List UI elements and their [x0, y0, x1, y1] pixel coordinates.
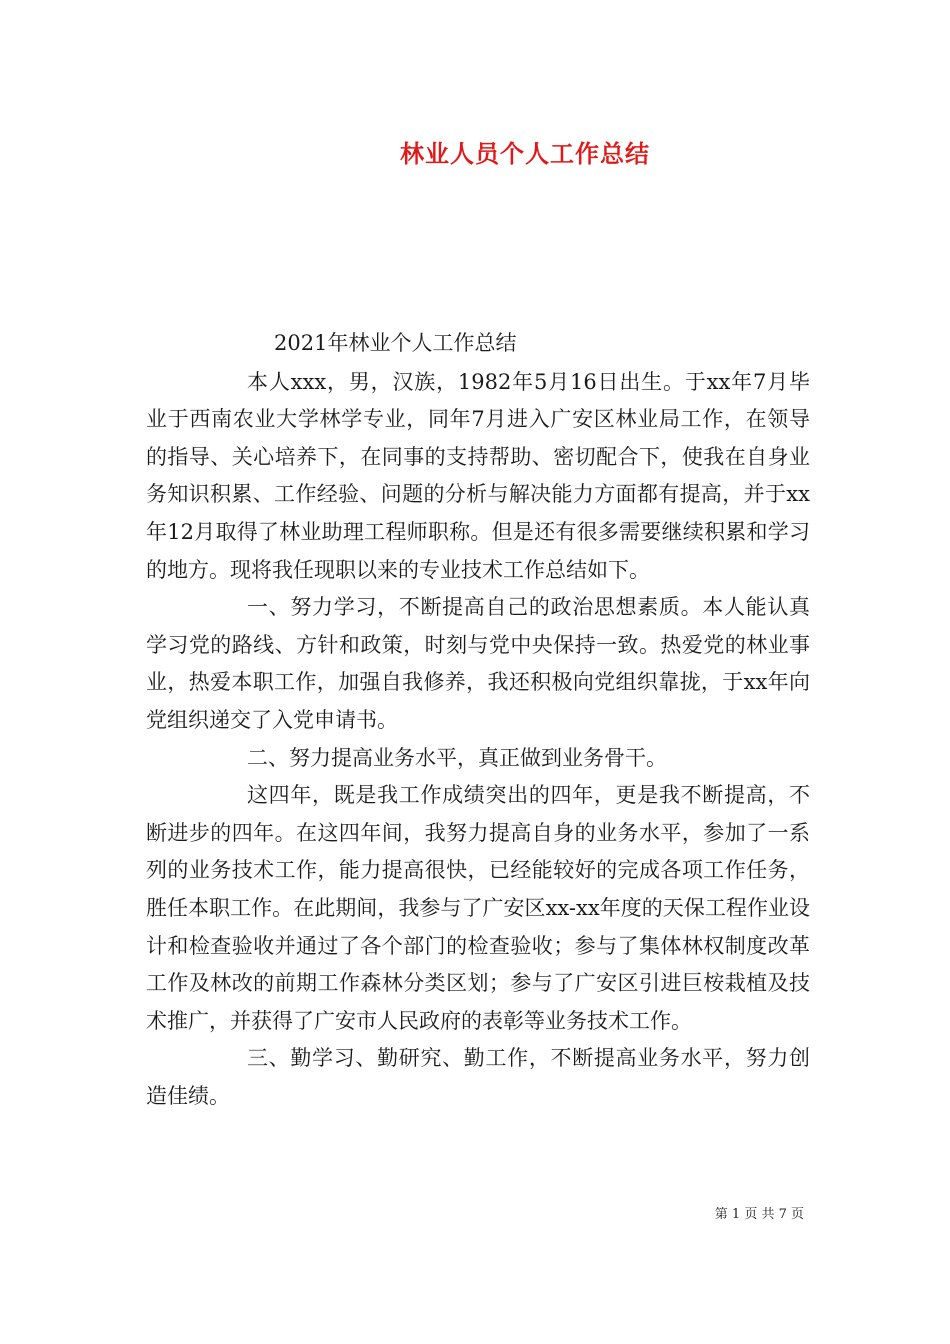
paragraph-intro: 本人xxx，男，汉族，1982年5月16日出生。于xx年7月毕业于西南农业大学林学专业，同年7月进入广安区林业局工作，在领导的指导、关心培养下，在同事的支持帮助、密切配合下，使我在自身业务知识积累、工作经验、问题的分析与解决能力方面都有提高，并于xx年12月取得了林业助理工程师职称。但是还有很多需要继续积累和学习的地方。现将我任现职以来的专业技术工作总结如下。 [146, 369, 810, 582]
document-subtitle: 2021年林业个人工作总结 [274, 331, 517, 355]
page-number-footer: 第 1 页 共 7 页 [714, 1207, 804, 1222]
paragraph-section-2-heading: 二、努力提高业务水平，真正做到业务骨干。 [247, 745, 667, 770]
paragraph-section-1: 一、努力学习，不断提高自己的政治思想素质。本人能认真学习党的路线、方针和政策，时刻与党中央保持一致。热爱党的林业事业，热爱本职工作，加强自我修养，我还积极向党组织靠拢，于xx年向党组织递交了入党申请书。 [146, 595, 810, 732]
paragraph-section-2-body: 这四年，既是我工作成绩突出的四年，更是我不断提高，不断进步的四年。在这四年间，我努力提高自身的业务水平，参加了一系列的业务技术工作，能力提高很快，已经能较好的完成各项工作任务，胜任本职工作。在此期间，我参与了广安区xx-xx年度的天保工程作业设计和检查验收并通过了各个部门的检查验收；参与了集体林权制度改革工作及林改的前期工作森林分类区划；参与了广安区引进巨桉栽植及技术推广，并获得了广安市人民政府的表彰等业务技术工作。 [146, 783, 810, 1033]
paragraph-section-3: 三、勤学习、勤研究、勤工作，不断提高业务水平，努力创造佳绩。 [146, 1046, 810, 1108]
document-title: 林业人员个人工作总结 [400, 140, 650, 168]
document-body [146, 325, 810, 1115]
